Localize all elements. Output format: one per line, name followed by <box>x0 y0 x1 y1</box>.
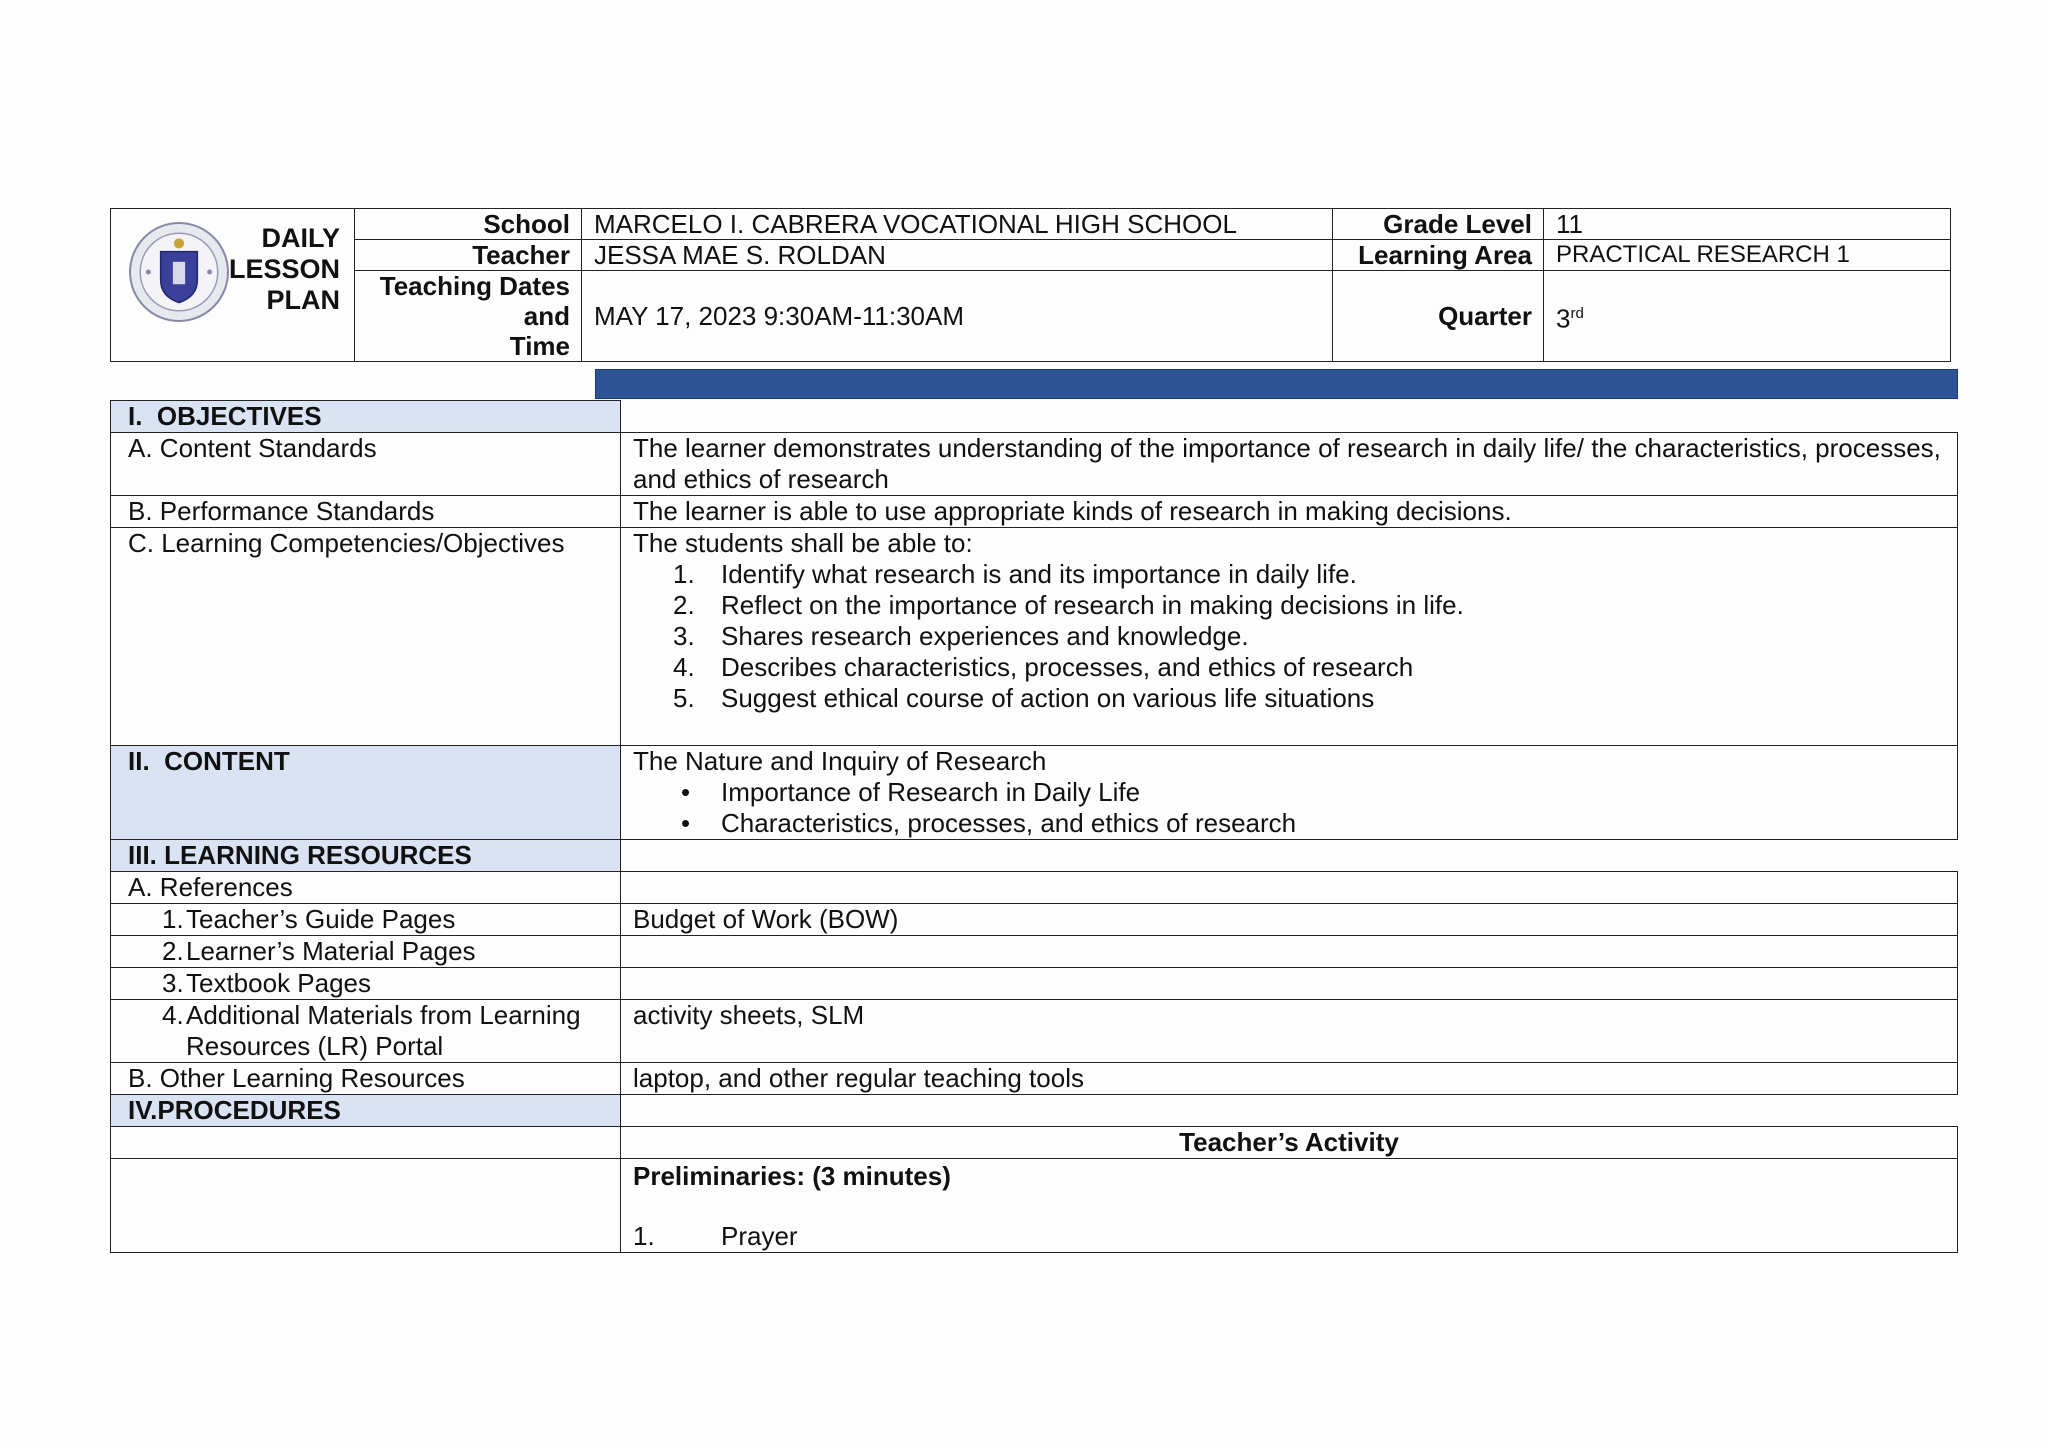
item-number: 3. <box>673 621 695 651</box>
quarter-value <box>1544 271 1951 362</box>
lesson-plan-table <box>110 400 1958 1253</box>
content-bullets <box>633 777 1945 839</box>
quarter-suffix: rd <box>1570 304 1584 322</box>
item-text: Reflect on the importance of research in making decisions in life. <box>721 590 1464 620</box>
prayer-item <box>633 1221 1945 1252</box>
list-item <box>633 621 1945 652</box>
logo-cell <box>111 209 355 362</box>
competencies-value <box>621 528 1958 746</box>
empty-cell <box>621 872 1958 904</box>
item-text: Characteristics, processes, and ethics of research <box>721 808 1297 838</box>
item-number: 2. <box>673 590 695 620</box>
teacher-value: JESSA MAE S. ROLDAN <box>582 240 1333 271</box>
area-value: PRACTICAL RESEARCH 1 <box>1544 240 1951 271</box>
empty-cell <box>111 1159 621 1253</box>
quarter-number: 3 <box>1556 303 1571 334</box>
other-resources-value: laptop, and other regular teaching tools <box>621 1063 1958 1095</box>
item-text: Describes characteristics, processes, and ethics of research <box>721 652 1414 682</box>
item-label: Textbook Pages <box>186 968 372 998</box>
dates-label <box>355 271 582 362</box>
grade-label: Grade Level <box>1333 209 1544 240</box>
performance-standards-value: The learner is able to use appropriate kinds of research in making decisions. <box>621 496 1958 528</box>
dates-label-line: Time <box>509 331 570 361</box>
list-item <box>633 683 1945 714</box>
item-number: 5. <box>673 683 695 713</box>
table-row <box>111 936 621 968</box>
content-standards-label: A. Content Standards <box>111 433 621 496</box>
deped-seal-icon <box>128 221 230 323</box>
section-title: OBJECTIVES <box>156 401 322 431</box>
dlp-line: PLAN <box>266 285 340 315</box>
resource-value <box>621 936 1958 968</box>
competencies-intro: The students shall be able to: <box>633 528 973 558</box>
item-number: 2. <box>162 936 184 966</box>
teacher-label: Teacher <box>355 240 582 271</box>
performance-standards-label: B. Performance Standards <box>111 496 621 528</box>
dates-value: MAY 17, 2023 9:30AM-11:30AM <box>582 271 1333 362</box>
empty-cell <box>621 840 1958 872</box>
item-number: 3. <box>162 968 184 998</box>
school-value: MARCELO I. CABRERA VOCATIONAL HIGH SCHOOL <box>582 209 1333 240</box>
dlp-line: LESSON <box>228 254 340 284</box>
item-number: 1. <box>633 1221 655 1251</box>
item-number: 1. <box>162 904 184 934</box>
section-resources <box>111 840 621 872</box>
item-label: Teacher’s Guide Pages <box>186 904 456 934</box>
section-number: II. <box>128 746 150 776</box>
item-label: Learner’s Material Pages <box>186 936 476 966</box>
section-number: IV. <box>128 1095 158 1125</box>
other-resources-label: B. Other Learning Resources <box>111 1063 621 1095</box>
list-item <box>633 590 1945 621</box>
preliminaries-cell <box>621 1159 1958 1253</box>
item-number: 4. <box>162 1000 184 1030</box>
table-row <box>111 1000 621 1063</box>
item-text: Importance of Research in Daily Life <box>721 777 1141 807</box>
activity-header: Teacher’s Activity <box>621 1127 1958 1159</box>
empty-cell <box>111 1127 621 1159</box>
grade-value: 11 <box>1544 209 1951 240</box>
resource-value <box>621 968 1958 1000</box>
item-number: 1. <box>673 559 695 589</box>
dates-label-line: Teaching Dates and <box>379 271 570 331</box>
preliminaries-heading: Preliminaries: (3 minutes) <box>633 1161 951 1191</box>
section-procedures <box>111 1095 621 1127</box>
bullet-icon: • <box>681 777 691 807</box>
section-title: PROCEDURES <box>157 1095 341 1125</box>
quarter-label: Quarter <box>1333 271 1544 362</box>
header-table <box>110 208 1951 362</box>
list-item <box>633 777 1945 808</box>
empty-cell <box>621 1095 1958 1127</box>
school-label: School <box>355 209 582 240</box>
content-value <box>621 746 1958 840</box>
item-text: Prayer <box>721 1221 798 1251</box>
references-label: A. References <box>111 872 621 904</box>
resource-value: activity sheets, SLM <box>621 1000 1958 1063</box>
dlp-title <box>229 223 340 316</box>
section-content <box>111 746 621 840</box>
empty-cell <box>621 401 1958 433</box>
item-text: Shares research experiences and knowledge. <box>721 621 1249 651</box>
item-text: Suggest ethical course of action on various life situations <box>721 683 1375 713</box>
table-row <box>111 968 621 1000</box>
section-objectives <box>111 401 621 433</box>
item-text: Identify what research is and its importance in daily life. <box>721 559 1357 589</box>
section-number: III. <box>128 840 157 870</box>
item-number: 4. <box>673 652 695 682</box>
blue-header-band <box>595 369 1958 399</box>
section-title: CONTENT <box>164 746 290 776</box>
item-label: Additional Materials from Learning Resources (LR) Portal <box>186 1000 581 1061</box>
list-item <box>633 559 1945 590</box>
bullet-icon: • <box>681 808 691 838</box>
section-title: LEARNING RESOURCES <box>164 840 472 870</box>
area-label: Learning Area <box>1333 240 1544 271</box>
resource-value: Budget of Work (BOW) <box>621 904 1958 936</box>
list-item <box>633 652 1945 683</box>
competencies-label: C. Learning Competencies/Objectives <box>111 528 621 746</box>
competencies-list <box>633 559 1945 714</box>
dlp-line: DAILY <box>261 223 340 253</box>
content-topic: The Nature and Inquiry of Research <box>633 746 1047 776</box>
content-standards-value: The learner demonstrates understanding of the importance of research in daily life/ the characteristics, processes, and ethics of research <box>621 433 1958 496</box>
section-number: I. <box>128 401 143 431</box>
table-row <box>111 904 621 936</box>
list-item <box>633 808 1945 839</box>
